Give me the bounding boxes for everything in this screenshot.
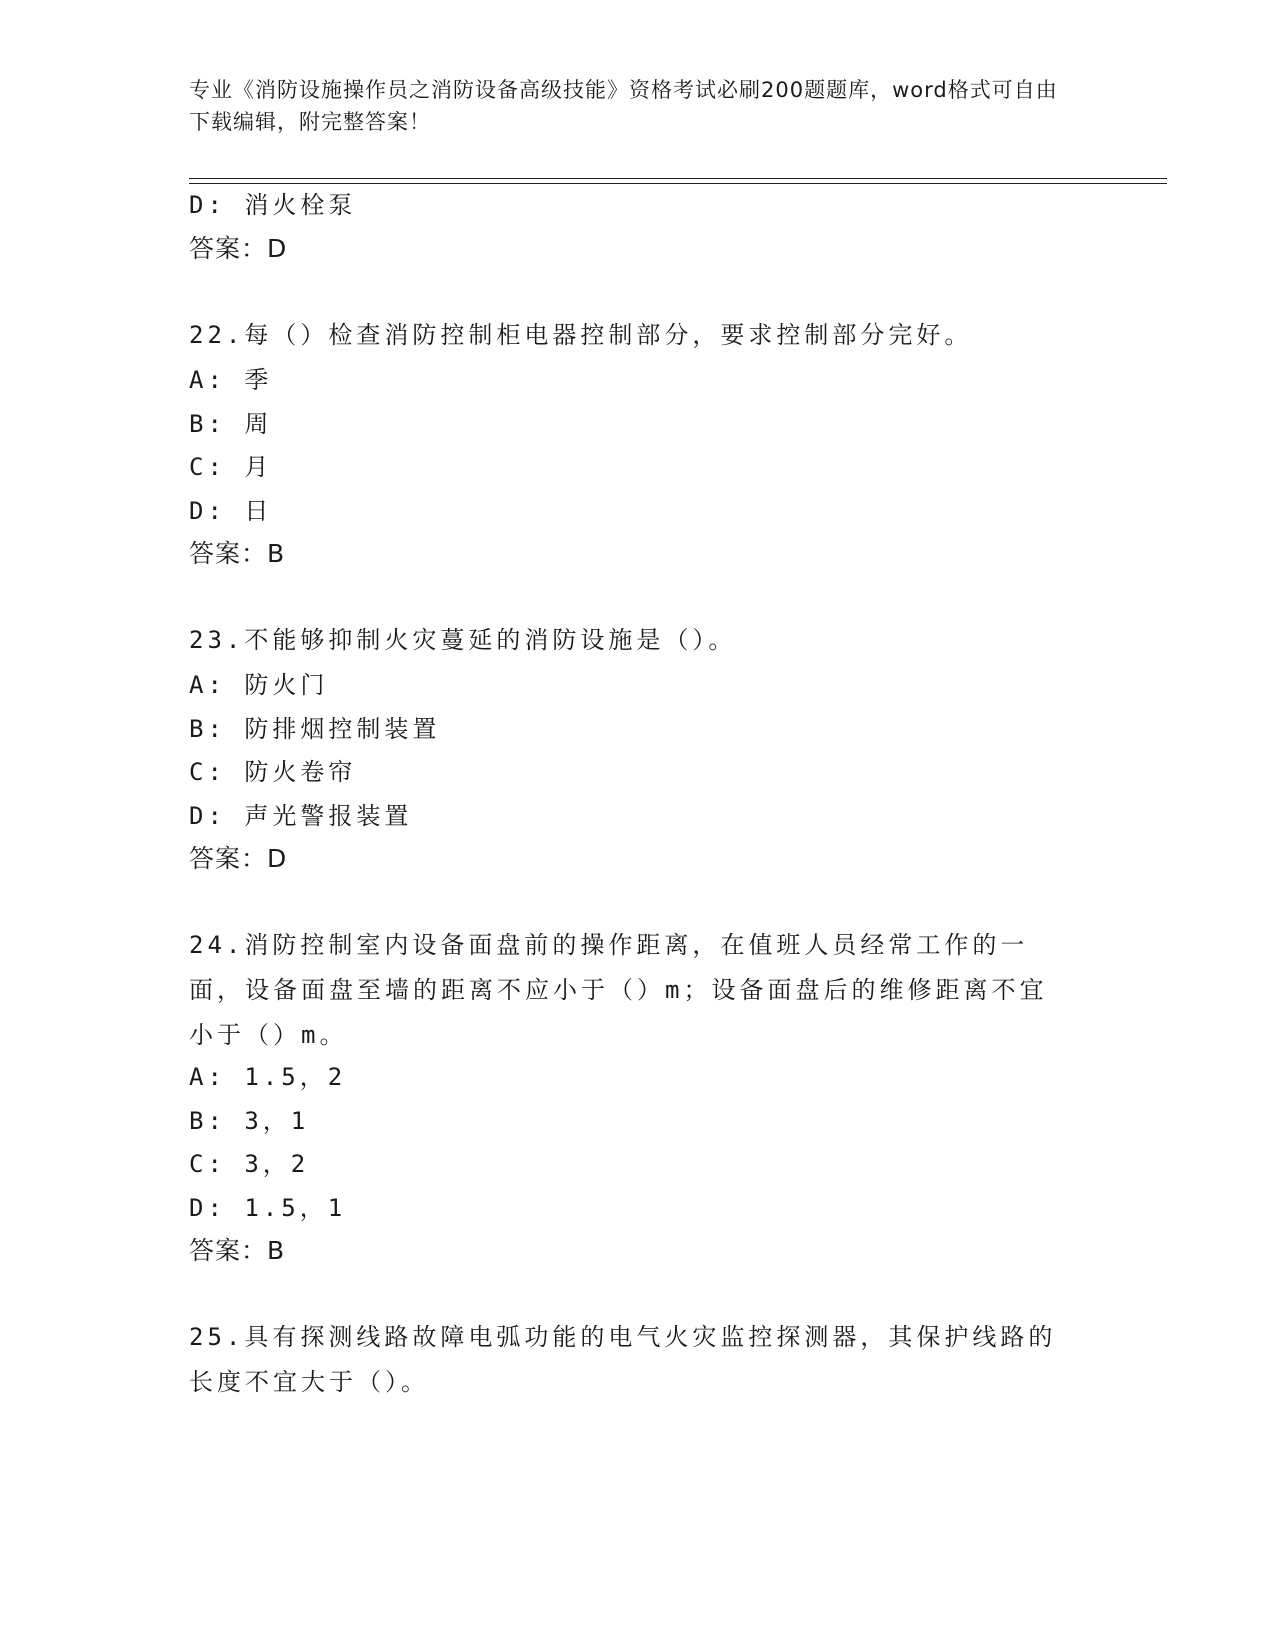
q22-answer: 答案：B	[189, 539, 286, 568]
q22-stem: 22.每（）检查消防控制柜电器控制部分，要求控制部分完好。	[189, 321, 973, 349]
prev-answer: 答案：D	[189, 234, 288, 263]
q24-stem: 24.消防控制室内设备面盘前的操作距离，在值班人员经常工作的一面，设备面盘至墙的距离不应小于（）m；设备面盘后的维修距离不宜小于（）m。	[189, 931, 1048, 1049]
q24-option-b: B: 3，1	[189, 1107, 310, 1135]
q24-option-c: C: 3，2	[189, 1150, 310, 1178]
q23-option-a: A: 防火门	[189, 671, 329, 699]
q23-stem: 23.不能够抑制火灾蔓延的消防设施是（）。	[189, 626, 737, 654]
q23-option-c: C: 防火卷帘	[189, 758, 357, 786]
q24-answer: 答案：B	[189, 1236, 286, 1265]
document-header: 专业《消防设施操作员之消防设备高级技能》资格考试必刷200题题库，word格式可自由下载编辑，附完整答案！	[189, 78, 1058, 134]
q23-option-d: D: 声光警报装置	[189, 802, 413, 830]
header-divider-top	[189, 178, 1167, 179]
q25-stem: 25.具有探测线路故障电弧功能的电气火灾监控探测器，其保护线路的长度不宜大于（）。	[189, 1323, 1057, 1396]
q22-option-d: D: 日	[189, 497, 273, 525]
q22-option-a: A: 季	[189, 366, 273, 394]
q23-option-b: B: 防排烟控制装置	[189, 715, 441, 743]
header-divider-bottom	[189, 183, 1167, 184]
q22-option-b: B: 周	[189, 410, 273, 438]
q23-answer: 答案：D	[189, 844, 288, 873]
q24-option-d: D: 1.5，1	[189, 1194, 347, 1222]
q22-option-c: C: 月	[189, 453, 273, 481]
q24-option-a: A: 1.5，2	[189, 1063, 347, 1091]
prev-option-d: D: 消火栓泵	[189, 191, 357, 219]
